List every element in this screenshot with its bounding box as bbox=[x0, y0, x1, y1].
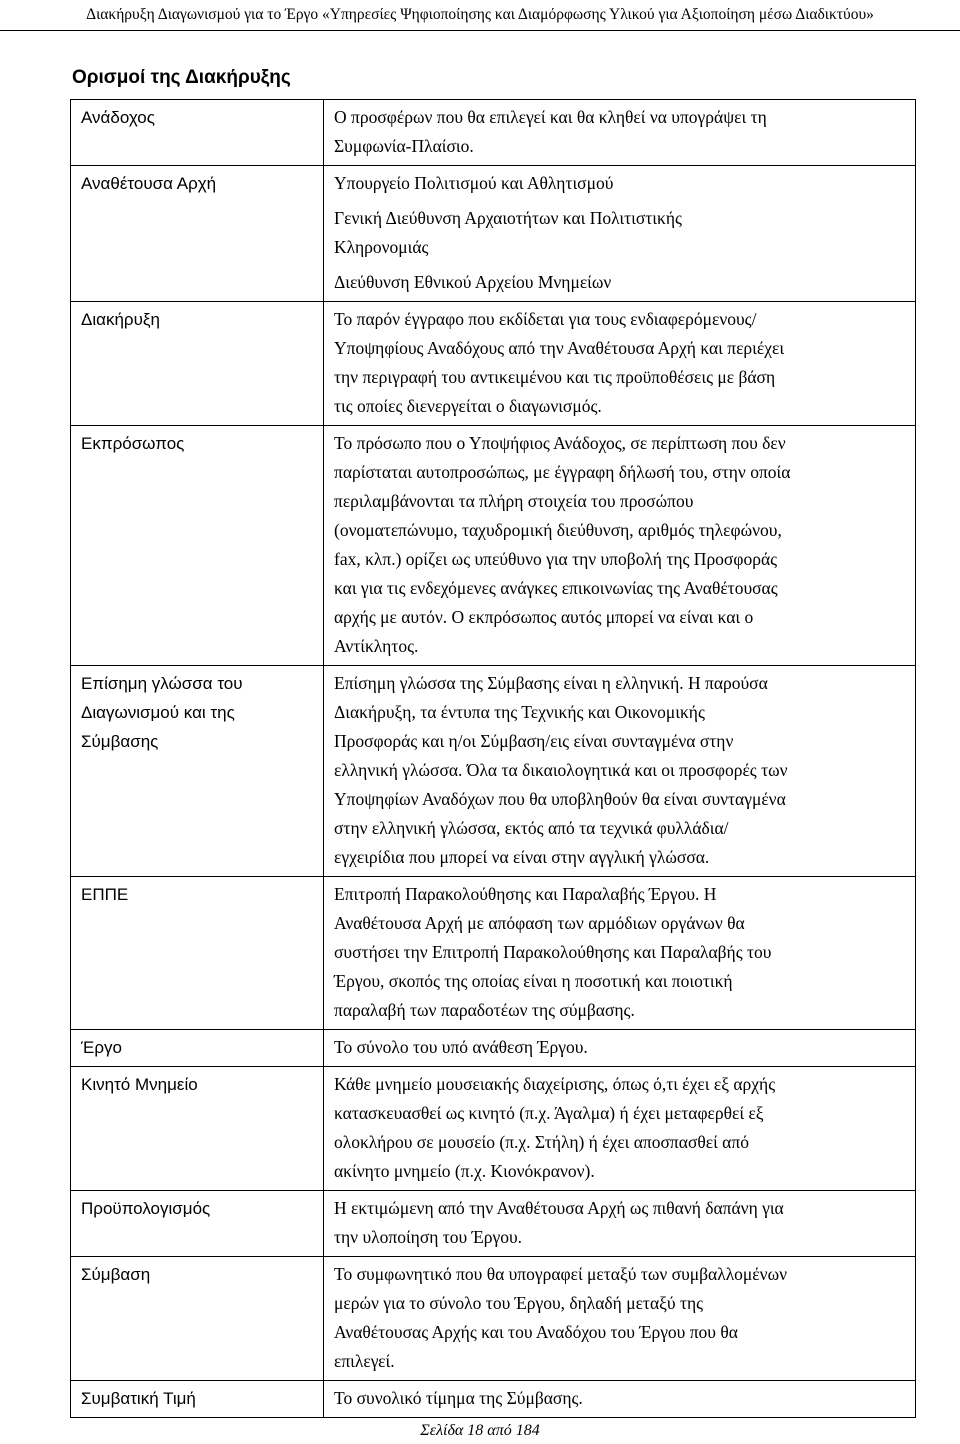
definition-row bbox=[71, 666, 916, 877]
definition-text bbox=[324, 1067, 916, 1191]
definition-text bbox=[324, 166, 916, 302]
definition-row bbox=[71, 1381, 916, 1418]
definition-paragraph bbox=[334, 1260, 906, 1376]
term-line: Ανάδοχος bbox=[81, 108, 155, 127]
definition-line: μερών για το σύνολο του Έργου, δηλαδή μεταξύ της bbox=[334, 1293, 704, 1313]
definition-line: Το πρόσωπο που ο Υποψήφιος Ανάδοχος, σε περίπτωση που δεν bbox=[334, 433, 786, 453]
definition-text bbox=[324, 302, 916, 426]
definition-line: Το παρόν έγγραφο που εκδίδεται για τους ενδιαφερόμενους/ bbox=[334, 309, 757, 329]
definition-text bbox=[324, 666, 916, 877]
definition-text bbox=[324, 877, 916, 1030]
definition-line: Αναθέτουσας Αρχής και του Αναδόχου του Έργου που θα bbox=[334, 1322, 738, 1342]
definition-line: Υπουργείο Πολιτισμού και Αθλητισμού bbox=[334, 173, 614, 193]
definition-row bbox=[71, 166, 916, 302]
term-line: Σύμβασης bbox=[81, 732, 159, 751]
definition-line: Συμφωνία-Πλαίσιο. bbox=[334, 136, 474, 156]
definition-line: Υποψηφίων Αναδόχων που θα υποβληθούν θα είναι συνταγμένα bbox=[334, 789, 786, 809]
definition-term bbox=[71, 1067, 324, 1191]
definition-row bbox=[71, 1257, 916, 1381]
definition-line: Αντίκλητος. bbox=[334, 636, 419, 656]
definition-row bbox=[71, 426, 916, 666]
definition-line: Το συνολικό τίμημα της Σύμβασης. bbox=[334, 1388, 583, 1408]
definition-line: στην ελληνική γλώσσα, εκτός από τα τεχνικά φυλλάδια/ bbox=[334, 818, 729, 838]
definition-line: Ο προσφέρων που θα επιλεγεί και θα κληθεί να υπογράψει τη bbox=[334, 107, 767, 127]
definition-term bbox=[71, 100, 324, 166]
definition-line: Το σύνολο του υπό ανάθεση Έργου. bbox=[334, 1037, 588, 1057]
definition-line: Διεύθυνση Εθνικού Αρχείου Μνημείων bbox=[334, 272, 612, 292]
definition-paragraph bbox=[334, 1070, 906, 1186]
definition-line: κατασκευασθεί ως κινητό (π.χ. Άγαλμα) ή έχει μεταφερθεί εξ bbox=[334, 1103, 764, 1123]
definition-term bbox=[71, 166, 324, 302]
page-number: Σελίδα 18 από 184 bbox=[420, 1422, 540, 1439]
definition-line: Επιτροπή Παρακολούθησης και Παραλαβής Έργου. Η bbox=[334, 884, 717, 904]
definition-line: (ονοματεπώνυμο, ταχυδρομική διεύθυνση, αριθμός τηλεφώνου, bbox=[334, 520, 782, 540]
definition-line: παραλαβή των παραδοτέων της σύμβασης. bbox=[334, 1000, 635, 1020]
term-line: Επίσημη γλώσσα του bbox=[81, 674, 243, 693]
definition-paragraph bbox=[334, 669, 906, 872]
definition-line: την περιγραφή του αντικειμένου και τις προϋποθέσεις με βάση bbox=[334, 367, 776, 387]
definition-line: Διακήρυξη, τα έντυπα της Τεχνικής και Οικονομικής bbox=[334, 702, 705, 722]
definition-text bbox=[324, 1191, 916, 1257]
definition-row bbox=[71, 1191, 916, 1257]
term-line: ΕΠΠΕ bbox=[81, 885, 129, 904]
term-line: Σύμβαση bbox=[81, 1265, 151, 1284]
definition-line: Υποψηφίους Αναδόχους από την Αναθέτουσα Αρχή και περιέχει bbox=[334, 338, 785, 358]
definition-term bbox=[71, 877, 324, 1030]
definition-line: Επίσημη γλώσσα της Σύμβασης είναι η ελληνική. Η παρούσα bbox=[334, 673, 768, 693]
definition-paragraph bbox=[334, 429, 906, 661]
definition-paragraph bbox=[334, 1384, 906, 1413]
definition-paragraph bbox=[334, 103, 906, 161]
term-line: Εκπρόσωπος bbox=[81, 434, 185, 453]
definition-line: περιλαμβάνονται τα πλήρη στοιχεία του προσώπου bbox=[334, 491, 694, 511]
definition-line: ακίνητο μνημείο (π.χ. Κιονόκρανον). bbox=[334, 1161, 595, 1181]
definition-term bbox=[71, 1030, 324, 1067]
definition-row bbox=[71, 302, 916, 426]
definition-line: την υλοποίηση του Έργου. bbox=[334, 1227, 522, 1247]
definition-line: Προσφοράς και η/οι Σύμβαση/εις είναι συνταγμένα στην bbox=[334, 731, 734, 751]
definition-line: επιλεγεί. bbox=[334, 1351, 395, 1371]
definition-line: αρχής με αυτόν. Ο εκπρόσωπος αυτός μπορεί να είναι και ο bbox=[334, 607, 754, 627]
definition-term bbox=[71, 426, 324, 666]
definition-row bbox=[71, 1067, 916, 1191]
definition-row bbox=[71, 877, 916, 1030]
definition-line: τις οποίες διενεργείται ο διαγωνισμός. bbox=[334, 396, 602, 416]
definition-paragraph bbox=[334, 268, 906, 297]
definition-term bbox=[71, 1381, 324, 1418]
definition-text bbox=[324, 1030, 916, 1067]
definition-paragraph bbox=[334, 1194, 906, 1252]
definition-line: ελληνική γλώσσα. Όλα τα δικαιολογητικά και οι προσφορές των bbox=[334, 760, 788, 780]
definition-text bbox=[324, 426, 916, 666]
section-title: Ορισμοί της Διακήρυξης bbox=[72, 67, 291, 88]
definition-line: εγχειρίδια που μπορεί να είναι στην αγγλική γλώσσα. bbox=[334, 847, 710, 867]
definition-line: παρίσταται αυτοπροσώπως, με έγγραφη δήλωσή του, στην οποία bbox=[334, 462, 791, 482]
definition-line: Κληρονομιάς bbox=[334, 237, 429, 257]
definition-line: Η εκτιμώμενη από την Αναθέτουσα Αρχή ως πιθανή δαπάνη για bbox=[334, 1198, 784, 1218]
definition-text bbox=[324, 100, 916, 166]
definition-paragraph bbox=[334, 1033, 906, 1062]
definition-line: Έργου, σκοπός της οποίας είναι η ποσοτική και ποιοτική bbox=[334, 971, 733, 991]
definition-paragraph bbox=[334, 169, 906, 198]
definition-row bbox=[71, 1030, 916, 1067]
term-line: Κινητό Μνημείο bbox=[81, 1075, 198, 1094]
term-line: Συμβατική Τιμή bbox=[81, 1389, 196, 1408]
term-line: Αναθέτουσα Αρχή bbox=[81, 174, 217, 193]
definition-term bbox=[71, 1191, 324, 1257]
definition-term bbox=[71, 666, 324, 877]
definition-paragraph bbox=[334, 880, 906, 1025]
term-line: Έργο bbox=[81, 1038, 122, 1057]
definition-term bbox=[71, 1257, 324, 1381]
definitions-table bbox=[70, 99, 916, 1418]
term-line: Προϋπολογισμός bbox=[81, 1199, 211, 1218]
definition-row bbox=[71, 100, 916, 166]
term-line: Διαγωνισμού και της bbox=[81, 703, 235, 722]
running-header: Διακήρυξη Διαγωνισμού για το Έργο «Υπηρεσίες Ψηφιοποίησης και Διαμόρφωσης Υλικού για Αξιοποίηση μέσω Διαδικτύου» bbox=[0, 0, 960, 31]
term-line: Διακήρυξη bbox=[81, 310, 160, 329]
definition-line: fax, κλπ.) ορίζει ως υπεύθυνο για την υποβολή της Προσφοράς bbox=[334, 549, 778, 569]
definition-text bbox=[324, 1257, 916, 1381]
definition-line: συστήσει την Επιτροπή Παρακολούθησης και Παραλαβής του bbox=[334, 942, 772, 962]
definition-text bbox=[324, 1381, 916, 1418]
definition-paragraph bbox=[334, 305, 906, 421]
definition-line: και για τις ενδεχόμενες ανάγκες επικοινωνίας της Αναθέτουσας bbox=[334, 578, 778, 598]
definition-line: ολοκλήρου σε μουσείο (π.χ. Στήλη) ή έχει αποσπασθεί από bbox=[334, 1132, 749, 1152]
definition-line: Κάθε μνημείο μουσειακής διαχείρισης, όπως ό,τι έχει εξ αρχής bbox=[334, 1074, 776, 1094]
definition-line: Αναθέτουσα Αρχή με απόφαση των αρμόδιων οργάνων θα bbox=[334, 913, 745, 933]
definition-line: Γενική Διεύθυνση Αρχαιοτήτων και Πολιτιστικής bbox=[334, 208, 682, 228]
definition-term bbox=[71, 302, 324, 426]
definition-paragraph bbox=[334, 204, 906, 262]
definition-line: Το συμφωνητικό που θα υπογραφεί μεταξύ των συμβαλλομένων bbox=[334, 1264, 788, 1284]
